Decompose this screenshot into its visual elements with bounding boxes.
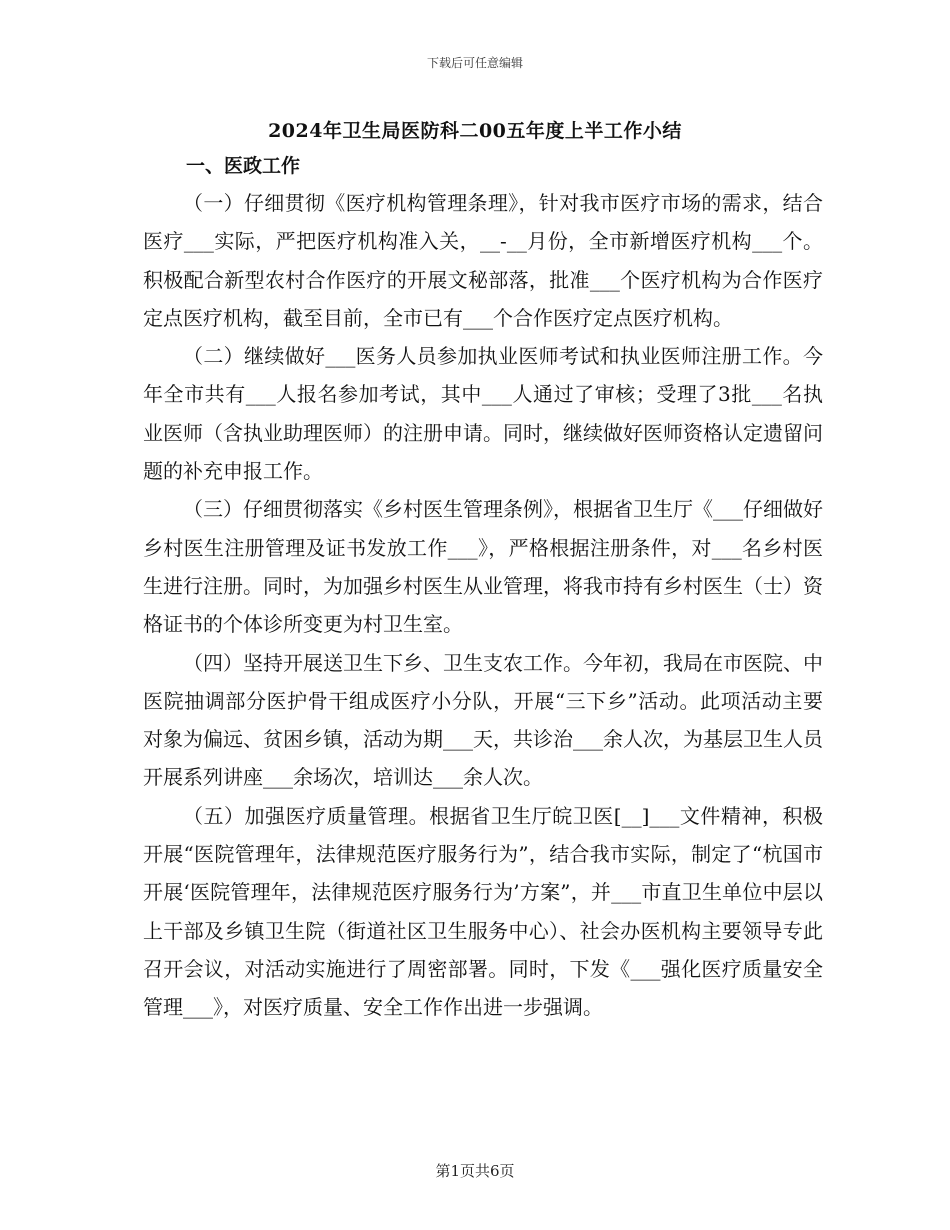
paragraph: （四）坚持开展送卫生下乡、卫生支农工作。今年初，我局在市医院、中医院抽调部分医护骨干组成医疗小分队，开展“三下乡”活动。此项活动主要对象为偏远、贫困乡镇，活动为期___天，共诊治___余人次，为基层卫生人员开展系列讲座___余场次，培训达___余人次。 [143,650,823,790]
paragraph: （二）继续做好___医务人员参加执业医师考试和执业医师注册工作。今年全市共有___人报名参加考试，其中___人通过了审核；受理了3批___名执业医师（含执业助理医师）的注册申请。同时，继续做好医师资格认定遗留问题的补充申报工作。 [143,344,823,484]
paragraph: （五）加强医疗质量管理。根据省卫生厅皖卫医[__]___文件精神，积极开展“医院管理年，法律规范医疗服务行为”，结合我市实际，制定了“杭国市开展‘医院管理年，法律规范医疗服务行为’方案”，并___市直卫生单位中层以上干部及乡镇卫生院（街道社区卫生服务中心）、社会办医机构主要领导专此召开会议，对活动实施进行了周密部署。同时，下发《___强化医疗质量安全管理___》，对医疗质量、安全工作作出进一步强调。 [143,803,823,1020]
body-text [143,184,823,1027]
header-note: 下载后可任意编辑 [426,56,523,70]
paragraph: （一）仔细贯彻《医疗机构管理条理》，针对我市医疗市场的需求，结合医疗___实际，严把医疗机构准入关，__-__月份，全市新增医疗机构___个。积极配合新型农村合作医疗的开展文秘部落，批准___个医疗机构为合作医疗定点医疗机构，截至目前，全市已有___个合作医疗定点医疗机构。 [143,191,823,330]
paragraph: （三）仔细贯彻落实《乡村医生管理条例》，根据省卫生厅《___仔细做好乡村医生注册管理及证书发放工作___》，严格根据注册条件，对___名乡村医生进行注册。同时，为加强乡村医生从业管理，将我市持有乡村医生（士）资格证书的个体诊所变更为村卫生室。 [143,497,823,637]
page-footer: 第1页共6页 [435,1162,515,1180]
section-heading: 一、医政工作 [186,155,301,177]
document-title: 2024年卫生局医防科二00五年度上半工作小结 [268,120,682,142]
